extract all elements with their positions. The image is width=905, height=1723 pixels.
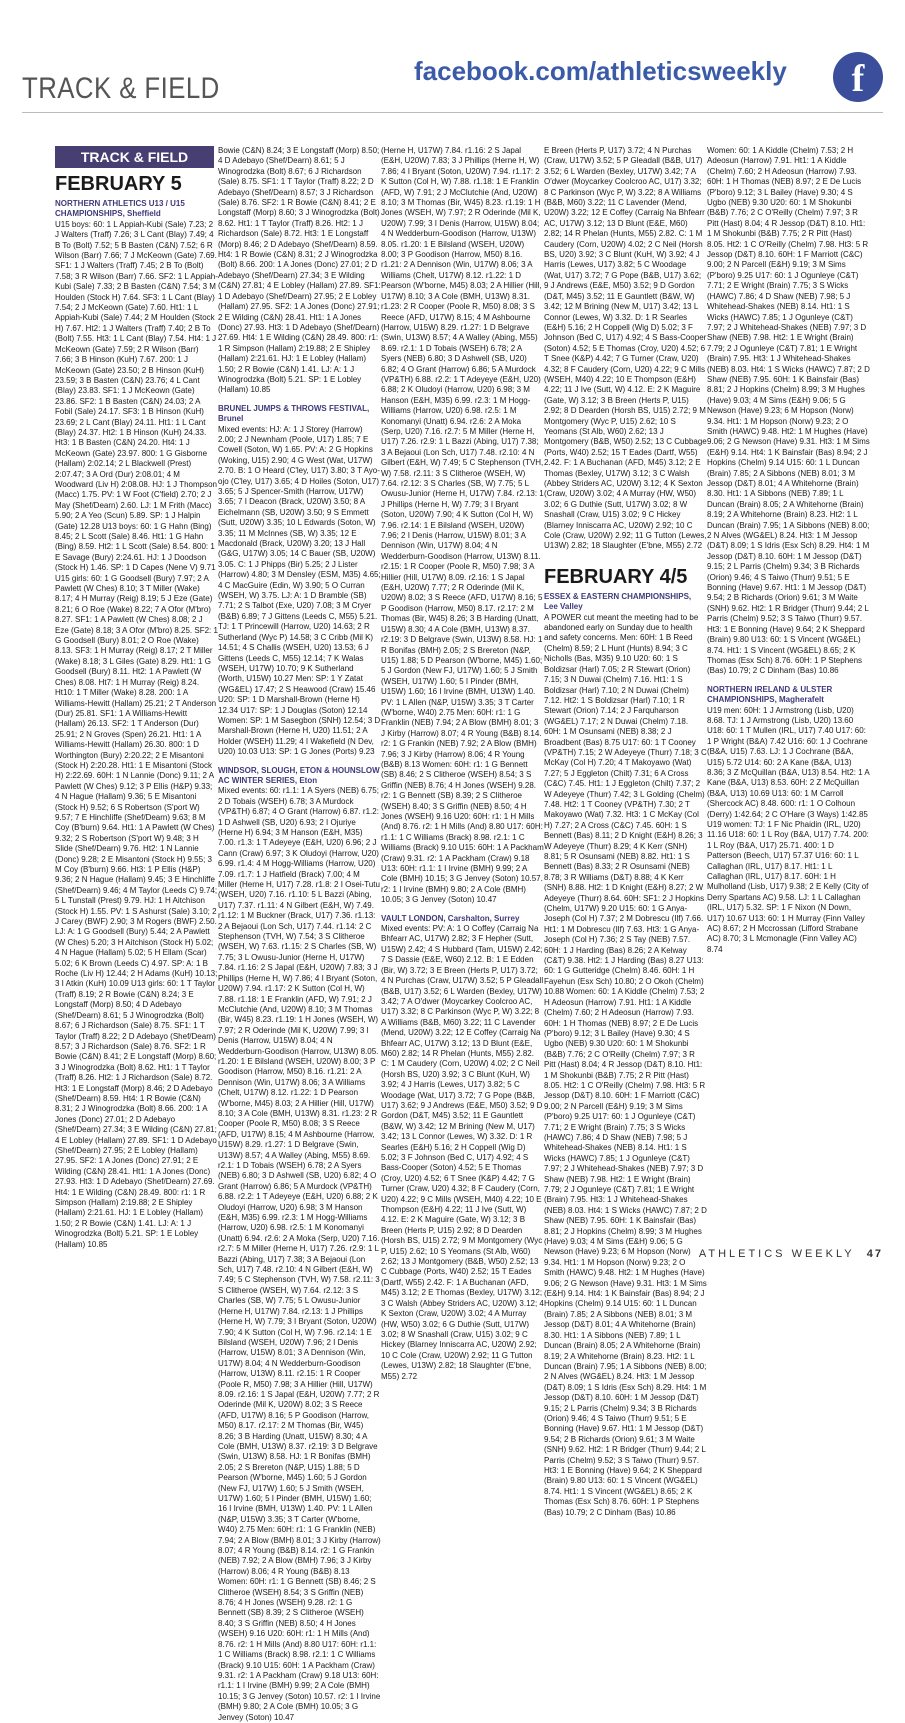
section-banner: TRACK & FIELD (55, 146, 214, 168)
facebook-icon[interactable] (833, 52, 883, 102)
event-title-vault: VAULT LONDON, Carshalton, Surrey (381, 913, 520, 923)
footer-page-number: 47 (866, 1248, 883, 1260)
event-title-ni: NORTHERN IRELAND & ULSTER CHAMPIONSHIPS, Magherafelt (707, 684, 833, 705)
column-5 (707, 146, 870, 1231)
event-title-northern: NORTHERN ATHLETICS U13 / U15 CHAMPIONSHIPS, Sheffield (55, 199, 185, 219)
date-heading-feb45: FEBRUARY 4/5 (544, 565, 688, 588)
event-title-brunel: BRUNEL JUMPS & THROWS FESTIVAL, Brunel (218, 403, 370, 424)
column-2 (218, 146, 381, 1722)
event-results-windsor: Mixed events: 60: r1.1: 1 A Syers (NEB) 6.75; 2 D Tobais (WSEH) 6.78; 3 A Murdock (VP&TH) 6.87; 4 O Grant (Harrow) 6.87. r1.2: 1 D Ashwell (SB, U20) 6.93; 2 I Ojuriye (Herne H) 6.94; 3 M Hanson (E&H, M35) 7.00. r1.3: 1 T Adeyeye (E&H, U20) 6.96; 2 J Cann (Craw) 6.97; 3 K Oludoyi (Harrow, U20) 6.99. r1.4: 4 M Hogg-Williams (Harrow, U20) 7.09. r1.7: 1 J Hatfield (Brack) 7.00; 4 M Miller (Herne H, U17) 7.28. r1.8: 2 I Osei-Tutu (WSEH, U20) 7.16. r1.10: 5 L Bazzi (Abing, U17) 7.37. r1.11: 4 N Gilbert (E&H, W) 7.49. r1.12: 1 M Buckner (Brack, U17) 7.36. r1.13: 2 A Bejaoui (Lon Sch, U17) 7.44. r1.14: 2 C Stephenson (TVH, W) 7.54; 3 S Clitheroe (WSEH, W) 7.63. r1.15: 2 S Charles (SB, W) 7.75; 3 L Owusu-Junior (Herne H, U17W) 7.84. r1.16: 2 S Japal (E&H, U20W) 7.83; 3 J Phillips (Herne H, W) 7.86; 4 I Bryant (Soton, U20W) 7.94. r1.17: 2 K Sutton (Col H, W) 7.88. r1.18: 1 E Franklin (AFD, W) 7.91; 2 J McClutchie (And, U20W) 8.10; 3 M Thomas (Bir, W45) 8.23. r1.19: 1 H Jones (WSEH, W) 7.97; 2 R Oderinde (Mil K, U20W) 7.99; 3 I Denis (Harrow, U15W) 8.04; 4 N Wedderburn-Goodison (Harrow, U13W) 8.05. r1.20: 1 E Bilsland (WSEH, U20W) 8.00; 3 P Goodison (Harrow, M50) 8.16. r1.21: 2 A Dennison (Win, U17W) 8.06; 3 A Williams (Chelt, U17W) 8.12. r1.22: 1 D Pearson (W'borne, M45) 8.03; 2 A Hillier (Hill, U17W) 8.10; 3 A Cole (BMH, U13W) 8.31. r1.23: 2 R Cooper (Poole R, M50) 8.08; 3 S Reece (AFD, U17W) 8.15; 4 M Ashbourne (Harrow, U15W) 8.29. r1.27: 1 D Belgrave (Swin, U13W) 8.57; 4 A Walley (Abing, M55) 8.69. r2.1: 1 D Tobais (WSEH) 6.78; 2 A Syers (NEB) 6.80; 3 D Ashwell (SB, U20) 6.82; 4 O Grant (Harrow) 6.86; 5 A Murdock (VP&TH) 6.88. r2.2: 1 T Adeyeye (E&H, U20) 6.88; 2 K Oludoyi (Harrow, U20) 6.98; 3 M Hanson (E&H, M35) 6.99. r2.3: 1 M Hogg-Williams (Harrow, U20) 6.98. r2.5: 1 M Konomanyi (Unatt) 6.94. r2.6: 2 A Moka (Serp, U20) 7.16. r2.7: 5 M Miller (Herne H, U17) 7.26. r2.9: 1 L Bazzi (Abing, U17) 7.38; 3 A Bejaoui (Lon Sch, U17) 7.48. r2.10: 4 N Gilbert (E&H, W) 7.49; 5 C Stephenson (TVH, W) 7.58. r2.11: 3 S Clitheroe (WSEH, W) 7.64. r2.12: 3 S Charles (SB, W) 7.75; 5 L Owusu-Junior (Herne H, U17W) 7.84. r2.13: 1 J Phillips (Herne H, W) 7.79; 3 I Bryant (Soton, U20W) 7.90; 4 K Sutton (Col H, W) 7.96. r2.14: 1 E Bilsland (WSEH, U20W) 7.96; 2 I Denis (Harrow, U15W) 8.01; 3 A Dennison (Win, U17W) 8.04; 4 N Wedderburn-Goodison (Harrow, U13W) 8.11. r2.15: 1 R Cooper (Poole R, M50) 7.98; 3 A Hillier (Hill, U17W) 8.09. r2.16: 1 S Japal (E&H, U20W) 7.77; 2 R Oderinde (Mil K, U20W) 8.02; 3 S Reece (AFD, U17W) 8.16; 5 P Goodison (Harrow, M50) 8.17. r2.17: 2 M Thomas (Bir, W45) 8.26; 3 B Harding (Unatt, U15W) 8.30; 4 A Cole (BMH, U13W) 8.37. r2.19: 3 D Belgrave (Swin, U13W) 8.58. HJ: 1 R Bonifas (BMH) 2.05; 2 S Brereton (N&P, U15) 1.88; 5 D Pearson (W'borne, M45) 1.60; 5 J Gordon (New FJ, U17W) 1.60; 5 J Smith (WSEH, U17W) 1.60; 5 I Pinder (BMH, U15W) 1.60; 16 I Irvine (BMH, U13W) 1.40. PV: 1 L Allen (N&P, U15W) 3.35; 3 T Carter (W'borne, W40) 2.75 Men: 60H: r1: 1 G Franklin (NEB) 7.94; 2 A Blow (BMH) 8.01; 3 J Kirby (Harrow) 8.07; 4 R Young (B&B) 8.14. r2: 1 G Frankin (NEB) 7.92; 2 A Blow (BMH) 7.96; 3 J Kirby (Harrow) 8.06; 4 R Young (B&B) 8.13 Women: 60H: r1: 1 G Bennett (SB) 8.46; 2 S Clitheroe (WSEH) 8.54; 3 S Griffin (NEB) 8.76; 4 H Jones (WSEH) 9.28. r2: 1 G Bennett (SB) 8.39; 2 S Clitheroe (WSEH) 8.40; 3 S Griffin (NEB) 8.50; 4 H Jones (WSEH) 9.16 U20: 60H: r1: 1 H Mills (And) 8.76. r2: 1 H Mills (And) 8.80 U17: 60H: r1.1: 1 C Williams (Brack) 8.98. r2.1: 1 C Williams (Brack) 9.10 U15: 60H: 1 A Packham (Craw) 9.31. r2: 1 A Packham (Craw) 9.18 U13: 60H: r1.1: 1 I Irvine (BMH) 9.99; 2 A Cole (BMH) 10.15; 3 G Jenvey (Soton) 10.57. r2: 1 I Irvine (BMH) 9.80; 2 A Cole (BMH) 10.05; 3 G Jenvey (Soton) 10.47 (218, 786, 381, 1722)
column-3 (381, 146, 544, 1381)
page-footer (699, 1248, 883, 1260)
section-title: TRACK & FIELD (22, 72, 220, 105)
event-results-vault-cont: E Breen (Herts P, U17) 3.72; 4 N Purchas (Craw, U17W) 3.52; 5 P Gleadall (B&B, U17) 3.52; 6 L Warden (Bexley, U17W) 3.42; 7 A O'dwer (Moycarkey Coolcroo AC, U17) 3.32; 8 C Parkinson (Wyc P, W) 3.22; 8 A Williams (B&B, M60) 3.22; 11 C Lavender (Mend, U20W) 3.22; 12 E Coffey (Carraig Na Bhfearr AC, U17W) 3.12; 13 D Blunt (E&E, M60) 2.82; 14 R Phelan (Hunts, M55) 2.82. C: 1 M Caudery (Corn, U20W) 4.02; 2 C Neil (Horsh BS, U20) 3.92; 3 C Blunt (KuH, W) 3.92; 4 J Harris (Lewes, U17) 3.82; 5 C Woodage (Wat, U17) 3.72; 7 G Pope (B&B, U17) 3.62; 9 J Andrews (E&E, M50) 3.52; 9 D Gordon (D&T, M45) 3.52; 11 E Gauntlett (B&W, W) 3.42; 12 M Brining (New M, U17) 3.42; 13 L Connor (Lewes, W) 3.32. D: 1 R Searles (E&H) 5.16; 2 H Coppell (Wig D) 5.02; 3 F Johnson (Bed C, U17) 4.92; 4 S Bass-Cooper (Soton) 4.52; 5 E Thomas (Croy, U20) 4.52; 6 T Snee (K&P) 4.42; 7 G Turner (Craw, U20) 4.32; 8 F Caudery (Corn, U20) 4.22; 9 C Mills (WSEH, M40) 4.22; 10 E Thompson (E&H) 4.22; 11 J Ive (Sutt, W) 4.12. E: 2 K Maguire (Gate, W) 3.12; 3 B Breen (Herts P, U15) 2.92; 8 D Dearden (Horsh BS, U15) 2.72; 9 M Montgomery (Wyc P, U15) 2.62; 10 S Yeomans (St Alb, W60) 2.62; 13 J Montgomery (B&B, W50) 2.52; 13 C Cubbage (Ports, W40) 2.52; 15 T Eades (Dartf, W55) 2.42. F: 1 A Buchanan (AFD, M45) 3.12; 2 E Thomas (Bexley, U17W) 3.12; 3 C Walsh (Abbey Striders AC, U20W) 3.12; 4 K Sexton (Craw, U20W) 3.02; 4 A Murray (HW, W50) 3.02; 6 G Duthie (Sutt, U17W) 3.02; 8 W Snashall (Craw, U15) 3.02; 9 C Hickey (Blarney Inniscarra AC, U20W) 2.92; 10 C Cole (Craw, U20W) 2.92; 11 G Tutton (Lewes, U13W) 2.82; 18 Slaughter (E'bne, M55) 2.72 (544, 146, 707, 551)
event-title-essex: ESSEX & EASTERN CHAMPIONSHIPS, Lee Valley (544, 591, 692, 612)
column-1 (55, 146, 218, 1249)
facebook-letter: f (851, 58, 865, 100)
event-results-essex: A POWER cut meant the meeting had to be abandoned early on Sunday due to health and safety concerns. Men: 60H: 1 B Reed (Chelm) 8.59; 2 L Hunt (Hunts) 8.94; 3 C Nicholls (Bas, M35) 9.10 U20: 60: 1 S Boldizsar (Harl) 7.05; 2 R Stewart (Orion) 7.15; 3 N Duwai (Chelm) 7.16. Ht1: 1 S Boldizsar (Harl) 7.10; 2 N Duwai (Chelm) 7.12. Ht2: 1 S Boldizsar (Harl) 7.10; 1 R Stewart (Orion) 7.14; 2 J Farquharson (WG&EL) 7.17; 2 N Duwai (Chelm) 7.18. 60H: 1 M Osunsami (NEB) 8.38; 2 J Broadbent (Bas) 8.75 U17: 60: 1 T Cooney (VP&TH) 7.15; 2 W Adeyeye (Thurr) 7.18; 3 C McKay (Col H) 7.20; 4 T Makoyawo (Wat) 7.27; 5 J Eggleton (Chilt) 7.31; 6 A Cross (C&C) 7.45. Ht1: 1 J Eggleton (Chilt) 7.37; 2 W Adeyeye (Thurr) 7.42; 3 L Golding (Chelm) 7.48. Ht2: 1 T Cooney (VP&TH) 7.30; 2 T Makoyawo (Wat) 7.32. Ht3: 1 C McKay (Col H) 7.27; 2 A Cross (C&C) 7.45. 60H: 1 S Bennett (Bas) 8.11; 2 D Knight (E&H) 8.26; 3 W Adeyeye (Thurr) 8.29; 4 K Kerr (SNH) 8.81; 5 R Osunsami (NEB) 8.82. Ht1: 1 S Bennett (Bas) 8.33; 2 R Osunsami (NEB) 8.78; 3 R Williams (D&T) 8.88; 4 K Kerr (SNH) 8.88. Ht2: 1 D Knight (E&H) 8.27; 2 W Adeyeye (Thurr) 8.64. 60H: SF1: 2 J Hopkins (Chelm, U17W) 9.20 U15: 60: 1 G Anya-Joseph (Col H) 7.37; 2 M Dobrescu (Ilf) 7.66. Ht1: 1 M Dobrescu (Ilf) 7.63. Ht3: 1 G Anya-Joseph (Col H) 7.36; 2 S Tay (NEB) 7.57. 60H: 1 J Harding (Bas) 8.26; 2 A Kelway (C&T) 9.38. Ht2: 1 J Harding (Bas) 8.27 U13: 60: 1 G Gutteridge (Chelm) 8.46. 60H: 1 H Fayehun (Esx Sch) 10.80; 2 O Okoh (Chelm) 10.88 Women: 60: 1 A Kiddle (Chelm) 7.53; 2 H Adeosun (Harrow) 7.91. Ht1: 1 A Kiddle (Chelm) 7.60; 2 H Adeosun (Harrow) 7.93. 60H: 1 H Thomas (NEB) 8.97; 2 E De Lucis (P'boro) 9.12; 3 L Bailey (Have) 9.30; 4 S Ugbo (NEB) 9.30 U20: 60: 1 M Shokunbi (B&B) 7.76; 2 C O'Reilly (Chelm) 7.97; 3 R Pitt (Hast) 8.04; 4 R Jessop (D&T) 8.10. Ht1: 1 M Shokunbi (B&B) 7.75; 2 R Pitt (Hast) 8.05. Ht2: 1 C O'Reilly (Chelm) 7.98. Ht3: 5 R Jessop (D&T) 8.10. 60H: 1 F Marriott (C&C) 9.00; 2 N Parcell (E&H) 9.19; 3 M Sims (P'boro) 9.25 U17: 60: 1 J Ogunleye (C&T) 7.71; 2 E Wright (Brain) 7.75; 3 S Wicks (HAWC) 7.86; 4 D Shaw (NEB) 7.98; 5 J Whitehead-Shakes (NEB) 8.14. Ht1: 1 S Wicks (HAWC) 7.85; 1 J Ogunleye (C&T) 7.97; 2 J Whitehead-Shakes (NEB) 7.97; 3 D Shaw (NEB) 7.98. Ht2: 1 E Wright (Brain) 7.79; 2 J Ogunleye (C&T) 7.81; 1 E Wright (Brain) 7.95. Ht3: 1 J Whitehead-Shakes (NEB) 8.03. Ht4: 1 S Wicks (HAWC) 7.87; 2 D Shaw (NEB) 7.95. 60H: 1 K Bainsfair (Bas) 8.81; 2 J Hopkins (Chelm) 8.99; 3 M Hughes (Have) 9.03; 4 M Sims (E&H) 9.06; 5 G Newson (Have) 9.23; 6 M Hopson (Norw) 9.34. Ht1: 1 M Hopson (Norw) 9.23; 2 O Smith (HAWC) 9.48. Ht2: 1 M Hughes (Have) 9.06; 2 G Newson (Have) 9.31. Ht3: 1 M Sims (E&H) 9.14. Ht4: 1 K Bainsfair (Bas) 8.94; 2 J Hopkins (Chelm) 9.14 U15: 60: 1 L Duncan (Brain) 7.85; 2 A Sibbons (NEB) 8.01; 3 M Jessop (D&T) 8.01; 4 A Whitehorne (Brain) 8.30. Ht1: 1 A Sibbons (NEB) 7.89; 1 L Duncan (Brain) 8.05; 2 A Whitehorne (Brain) 8.19; 2 A Whitehorne (Brain) 8.23. Ht2: 1 L Duncan (Brain) 7.95; 1 A Sibbons (NEB) 8.00; 2 N Alves (WG&EL) 8.24. Ht3: 1 M Jessop (D&T) 8.09; 1 S Idris (Esx Sch) 8.29. Ht4: 1 M Jessop (D&T) 8.10. 60H: 1 M Jessop (D&T) 9.15; 2 L Parris (Chelm) 9.34; 3 B Richards (Orion) 9.46; 4 S Taiwo (Thurr) 9.51; 5 E Bonning (Have) 9.67. Ht1: 1 M Jessop (D&T) 9.54; 2 B Richards (Orion) 9.61; 3 M Waite (SNH) 9.62. Ht2: 1 R Bridger (Thurr) 9.44; 2 L Parris (Chelm) 9.52; 3 S Taiwo (Thurr) 9.57. Ht3: 1 E Bonning (Have) 9.64; 2 K Sheppard (Brain) 9.80 U13: 60: 1 S Vincent (WG&EL) 8.74. Ht1: 1 S Vincent (WG&EL) 8.65; 2 K Thomas (Esx Sch) 8.76. 60H: 1 P Stephens (Bas) 10.79; 2 C Dinham (Bas) 10.86 (544, 612, 707, 1517)
event-results-ni: U19 men: 60H: 1 J Armstrong (Lisb, U20) 8.68. TJ: 1 J Armstrong (Lisb, U20) 13.60 U18: 60: 1 T Mullen (IRL, U17) 7.40 U17: 60: 1 P Wright (B&A) 7.42 U16: 60: 1 J Cochrane (B&A, U15) 7.63. LJ: 1 J Cochrane (B&A, U15) 5.72 U14: 60: 2 A Kane (B&A, U13) 8.36; 3 Z McQuillan (B&A, U13) 8.54. Ht2: 1 A Kane (B&A, U13) 8.53. 60H: 2 Z McQuillan (B&A, U13) 10.69 U13: 60: 1 M Carroll (Shercock AC) 8.48. 600: r1: 1 O Colhoun (Derry) 1:42.64; 2 C O'Hare (3 Ways) 1:42.85 U19 women: TJ: 1 F Nic Phaidin (IRL, U20) 11.16 U18: 60: 1 L Roy (B&A, U17) 7.74. 200: 1 L Roy (B&A, U17) 25.71. 400: 1 D Patterson (Beech, U17) 57.37 U16: 60: 1 L Callaghan (IRL, U17) 8.17. Ht1: 1 L Callaghan (IRL, U17) 8.17. 60H: 1 H Mulholland (Lisb, U17) 9.38; 2 E Kelly (City of Derry Spartans AC) 9.58. LJ: 1 L Callaghan (IRL, U17) 5.32. SP: 1 F Nixon (N Down, U17) 10.67 U13: 60: 1 H Murray (Finn Valley AC) 8.67; 2 H Mccrossan (Lifford Strabane AC) 8.70; 3 L Mcmonagle (Finn Valley AC) 8.74 (707, 705, 870, 954)
event-results-brunel: Mixed events: HJ: A: 1 J Storey (Harrow) 2.00; 2 J Newnham (Poole, U17) 1.85; 7 E Cowell (Soton, W) 1.65. PV: A: 2 G Hopkins (Woking, U15) 2.90; 4 G West (Wat, U17W) 2.70. B: 1 O Heard (C'ley, U17) 3.80; 3 T Ayo-ojo (C'ley, U17) 3.65; 4 D Hoiles (Soton, U17) 3.65; 5 J Spencer-Smith (Harrow, U17W) 3.65; 7 I Deacon (Brack, U20W) 3.50; 8 A Eichelmann (SB, U20W) 3.50; 9 S Emmett (Sutt, U20W) 3.35; 10 L Edwards (Soton, W) 3.35; 11 M McInnes (SB, W) 3.35; 12 E Macdonald (Brack, U20W) 3.20; 13 J Hall (G&G, U17W) 3.05; 14 C Bauer (SB, U20W) 3.05. C: 1 J Phipps (Bir) 5.25; 2 J Lister (Harrow) 4.80; 3 M Densley (ESM, M35) 4.65; 4 C MacGuire (Edin, W) 3.90; 5 O Curran (WSEH, W) 3.75. LJ: A: 1 D Bramble (SB) 7.71; 2 S Talbot (Exe, U20) 7.08; 3 M Cryer (B&B) 6.89; 7 J Gittens (Leeds C, M55) 5.21. TJ: 1 T Princewill (Harrow, U20) 14.63; 2 R Sutherland (Wyc P) 14.58; 3 C Cribb (Mil K) 14.51; 4 S Challis (WSEH, U20) 13.53; 6 J Gittens (Leeds C, M55) 12.14; 7 K Walas (WSEH, U17W) 10.70; 9 K Sutherland (Worth, U15W) 10.27 Men: SP: 1 Y Zatat (WG&EL) 17.47; 2 S Heawood (Craw) 15.46 U20: SP: 1 D Marshall-Brown (Herne H) 12.34 U17: SP: 1 J Douglas (Soton) 12.14 Women: SP: 1 M Sasegbon (SNH) 12.54; 3 D Marshall-Brown (Herne H, U20) 11.51; 2 A Holder (WSEH) 11.29; 4 I Wakefield (N Dev, U20) 10.03 U13: SP: 1 G Jones (Ports) 9.23 (218, 424, 381, 757)
event-results-windsor-cont: (Herne H, U17W) 7.84. r1.16: 2 S Japal (E&H, U20W) 7.83; 3 J Phillips (Herne H, W) 7.86; 4 I Bryant (Soton, U20W) 7.94. r1.17: 2 K Sutton (Col H, W) 7.88. r1.18: 1 E Franklin (AFD, W) 7.91; 2 J McClutchie (And, U20W) 8.10; 3 M Thomas (Bir, W45) 8.23. r1.19: 1 H Jones (WSEH, W) 7.97; 2 R Oderinde (Mil K, U20W) 7.99; 3 I Denis (Harrow, U15W) 8.04; 4 N Wedderburn-Goodison (Harrow, U13W) 8.05. r1.20: 1 E Bilsland (WSEH, U20W) 8.00; 3 P Goodison (Harrow, M50) 8.16. r1.21: 2 A Dennison (Win, U17W) 8.06; 3 A Williams (Chelt, U17W) 8.12. r1.22: 1 D Pearson (W'borne, M45) 8.03; 2 A Hillier (Hill, U17W) 8.10; 3 A Cole (BMH, U13W) 8.31. r1.23: 2 R Cooper (Poole R, M50) 8.08; 3 S Reece (AFD, U17W) 8.15; 4 M Ashbourne (Harrow, U15W) 8.29. r1.27: 1 D Belgrave (Swin, U13W) 8.57; 4 A Walley (Abing, M55) 8.69. r2.1: 1 D Tobais (WSEH) 6.78; 2 A Syers (NEB) 6.80; 3 D Ashwell (SB, U20) 6.82; 4 O Grant (Harrow) 6.86; 5 A Murdock (VP&TH) 6.88. r2.2: 1 T Adeyeye (E&H, U20) 6.88; 2 K Oludoyi (Harrow, U20) 6.98; 3 M Hanson (E&H, M35) 6.99. r2.3: 1 M Hogg-Williams (Harrow, U20) 6.98. r2.5: 1 M Konomanyi (Unatt) 6.94. r2.6: 2 A Moka (Serp, U20) 7.16. r2.7: 5 M Miller (Herne H, U17) 7.26. r2.9: 1 L Bazzi (Abing, U17) 7.38; 3 A Bejaoui (Lon Sch, U17) 7.48. r2.10: 4 N Gilbert (E&H, W) 7.49; 5 C Stephenson (TVH, W) 7.58. r2.11: 3 S Clitheroe (WSEH, W) 7.64. r2.12: 3 S Charles (SB, W) 7.75; 5 L Owusu-Junior (Herne H, U17W) 7.84. r2.13: 1 J Phillips (Herne H, W) 7.79; 3 I Bryant (Soton, U20W) 7.90; 4 K Sutton (Col H, W) 7.96. r2.14: 1 E Bilsland (WSEH, U20W) 7.96; 2 I Denis (Harrow, U15W) 8.01; 3 A Dennison (Win, U17W) 8.04; 4 N Wedderburn-Goodison (Harrow, U13W) 8.11. r2.15: 1 R Cooper (Poole R, M50) 7.98; 3 A Hillier (Hill, U17W) 8.09. r2.16: 1 S Japal (E&H, U20W) 7.77; 2 R Oderinde (Mil K, U20W) 8.02; 3 S Reece (AFD, U17W) 8.16; 5 P Goodison (Harrow, M50) 8.17. r2.17: 2 M Thomas (Bir, W45) 8.26; 3 B Harding (Unatt, U15W) 8.30; 4 A Cole (BMH, U13W) 8.37. r2.19: 3 D Belgrave (Swin, U13W) 8.58. HJ: 1 R Bonifas (BMH) 2.05; 2 S Brereton (N&P, U15) 1.88; 5 D Pearson (W'borne, M45) 1.60; 5 J Gordon (New FJ, U17W) 1.60; 5 J Smith (WSEH, U17W) 1.60; 5 I Pinder (BMH, U15W) 1.60; 16 I Irvine (BMH, U13W) 1.40. PV: 1 L Allen (N&P, U15W) 3.35; 3 T Carter (W'borne, W40) 2.75 Men: 60H: r1: 1 G Franklin (NEB) 7.94; 2 A Blow (BMH) 8.01; 3 J Kirby (Harrow) 8.07; 4 R Young (B&B) 8.14. r2: 1 G Frankin (NEB) 7.92; 2 A Blow (BMH) 7.96; 3 J Kirby (Harrow) 8.06; 4 R Young (B&B) 8.13 Women: 60H: r1: 1 G Bennett (SB) 8.46; 2 S Clitheroe (WSEH) 8.54; 3 S Griffin (NEB) 8.76; 4 H Jones (WSEH) 9.28. r2: 1 G Bennett (SB) 8.39; 2 S Clitheroe (WSEH) 8.40; 3 S Griffin (NEB) 8.50; 4 H Jones (WSEH) 9.16 U20: 60H: r1: 1 H Mills (And) 8.76. r2: 1 H Mills (And) 8.80 U17: 60H: r1.1: 1 C Williams (Brack) 8.98. r2.1: 1 C Williams (Brack) 9.10 U15: 60H: 1 A Packham (Craw) 9.31. r2: 1 A Packham (Craw) 9.18 U13: 60H: r1.1: 1 I Irvine (BMH) 9.99; 2 A Cole (BMH) 10.15; 3 G Jenvey (Soton) 10.57. r2: 1 I Irvine (BMH) 9.80; 2 A Cole (BMH) 10.05; 3 G Jenvey (Soton) 10.47 (381, 146, 544, 905)
event-results-northern: U15 boys: 60: 1 L Appiah-Kubi (Sale) 7.23; 2 J Walters (Traff) 7.26; 3 L Cant (Blay) 7.49; 4 B To (Bolt) 7.52; 5 B Basten (C&N) 7.52; 6 R Wilson (Barr) 7.66; 7 J McKeown (Gate) 7.69. SF1: 1 J Walters (Traff) 7.45; 2 B To (Bolt) 7.58; 3 R Wilson (Barr) 7.66. SF2: 1 L Appiah-Kubi (Sale) 7.33; 2 B Basten (C&N) 7.54; 3 M Houlden (Stock H) 7.64. SF3: 1 L Cant (Blay) 7.54; 2 J McKeown (Gate) 7.60. Ht1: 1 L Appiah-Kubi (Sale) 7.44; 2 M Houlden (Stock H) 7.67. Ht2: 1 J Walters (Traff) 7.40; 2 B To (Bolt) 7.55. Ht3: 1 L Cant (Blay) 7.54. Ht4: 1 J McKeown (Gate) 7.59; 2 R Wilson (Barr) 7.66; 3 B Hinson (KuH) 7.67. 200: 1 J McKeown (Gate) 23.50; 2 B Hinson (KuH) 23.59; 3 B Basten (C&N) 23.76; 4 L Cant (Blay) 23.83. SF1: 1 J McKeown (Gate) 23.86. SF2: 1 B Basten (C&N) 24.03; 2 A Fobil (Sale) 24.17. SF3: 1 B Hinson (KuH) 23.69; 2 L Cant (Blay) 24.11. Ht1: 1 L Cant (Blay) 24.37. Ht2: 1 B Hinson (KuH) 24.33. Ht3: 1 B Basten (C&N) 24.20. Ht4: 1 J McKeown (Gate) 23.97. 800: 1 G Gisborne (Hallam) 2:02.14; 2 L Blackwell (Prest) 2:07.47; 3 A Ord (Dur) 2:08.01; 4 M Woodward (Liv H) 2:08.08. HJ: 1 J Thompson (Macc) 1.75. PV: 1 W Foot (C'field) 2.70; 2 J May (Shef/Dearn) 2.60. LJ: 1 M Frith (Macc) 5.90; 2 A Yeo (Scun) 5.89. SP: 1 J Halpin (Gate) 12.28 U13 boys: 60: 1 G Hahn (Bing) 8.45; 2 L Scott (Sale) 8.46. Ht1: 1 G Hahn (Bing) 8.59. Ht2: 1 L Scott (Sale) 8.54. 800: 1 E Savage (Bury) 2:24.61. HJ: 1 J Doodson (Stock H) 1.46. SP: 1 D Capes (Nene V) 9.71 U15 girls: 60: 1 G Goodsell (Bury) 7.97; 2 A Pawlett (W Ches) 8.10; 3 T Miller (Wake) 8.17; 4 H Murray (Reig) 8.19; 5 J Eze (Gate) 8.21; 6 O Roe (Wake) 8.22; 7 A Ofor (M'bro) 8.27. SF1: 1 A Pawlett (W Ches) 8.08; 2 J Eze (Gate) 8.18; 3 A Ofor (M'bro) 8.25. SF2: 1 G Goodsell (Bury) 8.01; 2 O Roe (Wake) 8.13. SF3: 1 H Murray (Reig) 8.17; 2 T Miller (Wake) 8.18; 3 L Giles (Gate) 8.29. Ht1: 1 G Goodsell (Bury) 8.11. Ht2: 1 A Pawlett (W Ches) 8.08. Ht7: 1 H Murray (Reig) 8.24. Ht10: 1 T Miller (Wake) 8.28. 200: 1 A Williams-Hewitt (Hallam) 25.21; 2 T Anderson (Dur) 25.81. SF1: 1 A Williams-Hewitt (Hallam) 26.13. SF2: 1 T Anderson (Dur) 25.91; 2 N Groves (Spen) 26.21. Ht1: 1 A Williams-Hewitt (Hallam) 26.30. 800: 1 D Worthington (Bury) 2:20.22; 2 E Misantoni (Stock H) 2:20.28. Ht1: 1 E Misantoni (Stock H) 2:22.69. 60H: 1 N Lannie (Donc) 9.11; 2 A Pawlett (W Ches) 9.12; 3 P Ellis (H&P) 9.33; 4 N Hague (Hallam) 9.36; 5 E Misantoni (Stock H) 9.52; 6 S Robertson (S'port W) 9.57; 7 E Hinchliffe (Shef/Dearn) 9.63; 8 M Coy (B'burn) 9.64. Ht1: 1 A Pawlett (W Ches) 9.32; 2 S Robertson (S'port W) 9.48; 3 H Slide (Shef/Dearn) 9.76. Ht2: 1 N Lannie (Donc) 9.28; 2 E Misantoni (Stock H) 9.55; 3 M Coy (B'burn) 9.66. Ht3: 1 P Ellis (H&P) 9.36; 2 N Hague (Hallam) 9.45; 3 E Hinchliffe (Shef/Dearn) 9.46; 4 M Taylor (Leeds C) 9.74; 5 L Tunstall (Prest) 9.79. HJ: 1 H Aitchison (Stock H) 1.55. PV: 1 S Ashurst (Sale) 3.10; 2 J Carey (BWF) 2.90; 3 M Rogers (BWF) 2.50. LJ: A: 1 G Goodsell (Bury) 5.44; 2 A Pawlett (W Ches) 5.20; 3 H Aitchison (Stock H) 5.02; 4 N Hague (Hallam) 5.02; 5 H Ellam (Scar) 5.02; 6 K Brown (Leeds C) 4.97. SP: A: 1 B Roche (Liv H) 12.44; 2 H Adams (KuH) 10.13; 3 I Atkin (KuH) 10.09 U13 girls: 60: 1 T Taylor (Traff) 8.19; 2 R Bowie (C&N) 8.24; 3 E Longstaff (Morp) 8.50; 4 D Adebayo (Shef/Dearn) 8.61; 5 J Winogrodzka (Bolt) 8.67; 6 J Richardson (Sale) 8.75. SF1: 1 T Taylor (Traff) 8.22; 2 D Adebayo (Shef/Dearn) 8.57; 3 J Richardson (Sale) 8.76. SF2: 1 R Bowie (C&N) 8.41; 2 E Longstaff (Morp) 8.60; 3 J Winogrodzka (Bolt) 8.62. Ht1: 1 T Taylor (Traff) 8.26. Ht2: 1 J Richardson (Sale) 8.72. Ht3: 1 E Longstaff (Morp) 8.46; 2 D Adebayo (Shef/Dearn) 8.59. Ht4: 1 R Bowie (C&N) 8.31; 2 J Winogrodzka (Bolt) 8.66. 200: 1 A Jones (Donc) 27.01; 2 D Adebayo (Shef/Dearn) 27.34; 3 E Wilding (C&N) 27.81; 4 E Lobley (Hallam) 27.89. SF1: 1 D Adebayo (Shef/Dearn) 27.95; 2 E Lobley (Hallam) 27.95. SF2: 1 A Jones (Donc) 27.91; 2 E Wilding (C&N) 28.41. Ht1: 1 A Jones (Donc) 27.93. Ht3: 1 D Adebayo (Shef/Dearn) 27.69. Ht4: 1 E Wilding (C&N) 28.49. 800: r1: 1 R Simpson (Hallam) 2:19.88; 2 E Shipley (Hallam) 2:21.61. HJ: 1 E Lobley (Hallam) 1.50; 2 R Bowie (C&N) 1.41. LJ: A: 1 J Winogrodzka (Bolt) 5.21. SP: 1 E Lobley (Hallam) 10.85 (55, 219, 218, 1249)
facebook-url-link[interactable]: facebook.com/athleticsweekly (414, 56, 787, 86)
column-4 (544, 146, 707, 1517)
header-divider (22, 112, 883, 113)
event-title-windsor: WINDSOR, SLOUGH, ETON & HOUNSLOW AC WINTER SERIES, Eton (218, 765, 380, 785)
event-results-northern-cont: Bowie (C&N) 8.24; 3 E Longstaff (Morp) 8.50; 4 D Adebayo (Shef/Dearn) 8.61; 5 J Winogrodzka (Bolt) 8.67; 6 J Richardson (Sale) 8.75. SF1: 1 T Taylor (Traff) 8.22; 2 D Adebayo (Shef/Dearn) 8.57; 3 J Richardson (Sale) 8.76. SF2: 1 R Bowie (C&N) 8.41; 2 E Longstaff (Morp) 8.60; 3 J Winogrodzka (Bolt) 8.62. Ht1: 1 T Taylor (Traff) 8.26. Ht2: 1 J Richardson (Sale) 8.72. Ht3: 1 E Longstaff (Morp) 8.46; 2 D Adebayo (Shef/Dearn) 8.59. Ht4: 1 R Bowie (C&N) 8.31; 2 J Winogrodzka (Bolt) 8.66. 200: 1 A Jones (Donc) 27.01; 2 D Adebayo (Shef/Dearn) 27.34; 3 E Wilding (C&N) 27.81; 4 E Lobley (Hallam) 27.89. SF1: 1 D Adebayo (Shef/Dearn) 27.95; 2 E Lobley (Hallam) 27.95. SF2: 1 A Jones (Donc) 27.91; 2 E Wilding (C&N) 28.41. Ht1: 1 A Jones (Donc) 27.93. Ht3: 1 D Adebayo (Shef/Dearn) 27.69. Ht4: 1 E Wilding (C&N) 28.49. 800: r1: 1 R Simpson (Hallam) 2:19.88; 2 E Shipley (Hallam) 2:21.61. HJ: 1 E Lobley (Hallam) 1.50; 2 R Bowie (C&N) 1.41. LJ: A: 1 J Winogrodzka (Bolt) 5.21. SP: 1 E Lobley (Hallam) 10.85 (218, 146, 381, 395)
event-results-vault: Mixed events: PV: A: 1 O Coffey (Carraig Na Bhfearr AC, U17W) 2.82; 3 F Hepher (Sutt, U15W) 2.42; 4 S Hubbard (Tam, U15W) 2.42; 7 S Dassie (E&E, W60) 2.12. B: 1 E Edden (Bir, W) 3.72; 3 E Breen (Herts P, U17) 3.72; 4 N Purchas (Craw, U17W) 3.52; 5 P Gleadall (B&B, U17) 3.52; 6 L Warden (Bexley, U17W) 3.42; 7 A O'dwer (Moycarkey Coolcroo AC, U17) 3.32; 8 C Parkinson (Wyc P, W) 3.22; 8 A Williams (B&B, M60) 3.22; 11 C Lavender (Mend, U20W) 3.22; 12 E Coffey (Carraig Na Bhfearr AC, U17W) 3.12; 13 D Blunt (E&E, M60) 2.82; 14 R Phelan (Hunts, M55) 2.82. C: 1 M Caudery (Corn, U20W) 4.02; 2 C Neil (Horsh BS, U20) 3.92; 3 C Blunt (KuH, W) 3.92; 4 J Harris (Lewes, U17) 3.82; 5 C Woodage (Wat, U17) 3.72; 7 G Pope (B&B, U17) 3.62; 9 J Andrews (E&E, M50) 3.52; 9 D Gordon (D&T, M45) 3.52; 11 E Gauntlett (B&W, W) 3.42; 12 M Brining (New M, U17) 3.42; 13 L Connor (Lewes, W) 3.32. D: 1 R Searles (E&H) 5.16; 2 H Coppell (Wig D) 5.02; 3 F Johnson (Bed C, U17) 4.92; 4 S Bass-Cooper (Soton) 4.52; 5 E Thomas (Croy, U20) 4.52; 6 T Snee (K&P) 4.42; 7 G Turner (Craw, U20) 4.32; 8 F Caudery (Corn, U20) 4.22; 9 C Mills (WSEH, M40) 4.22; 10 E Thompson (E&H) 4.22; 11 J Ive (Sutt, W) 4.12. E: 2 K Maguire (Gate, W) 3.12; 3 B Breen (Herts P, U15) 2.92; 8 D Dearden (Horsh BS, U15) 2.72; 9 M Montgomery (Wyc P, U15) 2.62; 10 S Yeomans (St Alb, W60) 2.62; 13 J Montgomery (B&B, W50) 2.52; 13 C Cubbage (Ports, W40) 2.52; 15 T Eades (Dartf, W55) 2.42. F: 1 A Buchanan (AFD, M45) 3.12; 2 E Thomas (Bexley, U17W) 3.12; 3 C Walsh (Abbey Striders AC, U20W) 3.12; 4 K Sexton (Craw, U20W) 3.02; 4 A Murray (HW, W50) 3.02; 6 G Duthie (Sutt, U17W) 3.02; 8 W Snashall (Craw, U15) 3.02; 9 C Hickey (Blarney Inniscarra AC, U20W) 2.92; 10 C Cole (Craw, U20W) 2.92; 11 G Tutton (Lewes, U13W) 2.82; 18 Slaughter (E'bne, M55) 2.72 (381, 924, 544, 1381)
event-results-essex-cont: Women: 60: 1 A Kiddle (Chelm) 7.53; 2 H Adeosun (Harrow) 7.91. Ht1: 1 A Kiddle (Chelm) 7.60; 2 H Adeosun (Harrow) 7.93. 60H: 1 H Thomas (NEB) 8.97; 2 E De Lucis (P'boro) 9.12; 3 L Bailey (Have) 9.30; 4 S Ugbo (NEB) 9.30 U20: 60: 1 M Shokunbi (B&B) 7.76; 2 C O'Reilly (Chelm) 7.97; 3 R Pitt (Hast) 8.04; 4 R Jessop (D&T) 8.10. Ht1: 1 M Shokunbi (B&B) 7.75; 2 R Pitt (Hast) 8.05. Ht2: 1 C O'Reilly (Chelm) 7.98. Ht3: 5 R Jessop (D&T) 8.10. 60H: 1 F Marriott (C&C) 9.00; 2 N Parcell (E&H) 9.19; 3 M Sims (P'boro) 9.25 U17: 60: 1 J Ogunleye (C&T) 7.71; 2 E Wright (Brain) 7.75; 3 S Wicks (HAWC) 7.86; 4 D Shaw (NEB) 7.98; 5 J Whitehead-Shakes (NEB) 8.14. Ht1: 1 S Wicks (HAWC) 7.85; 1 J Ogunleye (C&T) 7.97; 2 J Whitehead-Shakes (NEB) 7.97; 3 D Shaw (NEB) 7.98. Ht2: 1 E Wright (Brain) 7.79; 2 J Ogunleye (C&T) 7.81; 1 E Wright (Brain) 7.95. Ht3: 1 J Whitehead-Shakes (NEB) 8.03. Ht4: 1 S Wicks (HAWC) 7.87; 2 D Shaw (NEB) 7.95. 60H: 1 K Bainsfair (Bas) 8.81; 2 J Hopkins (Chelm) 8.99; 3 M Hughes (Have) 9.03; 4 M Sims (E&H) 9.06; 5 G Newson (Have) 9.23; 6 M Hopson (Norw) 9.34. Ht1: 1 M Hopson (Norw) 9.23; 2 O Smith (HAWC) 9.48. Ht2: 1 M Hughes (Have) 9.06; 2 G Newson (Have) 9.31. Ht3: 1 M Sims (E&H) 9.14. Ht4: 1 K Bainsfair (Bas) 8.94; 2 J Hopkins (Chelm) 9.14 U15: 60: 1 L Duncan (Brain) 7.85; 2 A Sibbons (NEB) 8.01; 3 M Jessop (D&T) 8.01; 4 A Whitehorne (Brain) 8.30. Ht1: 1 A Sibbons (NEB) 7.89; 1 L Duncan (Brain) 8.05; 2 A Whitehorne (Brain) 8.19; 2 A Whitehorne (Brain) 8.23. Ht2: 1 L Duncan (Brain) 7.95; 1 A Sibbons (NEB) 8.00; 2 N Alves (WG&EL) 8.24. Ht3: 1 M Jessop (D&T) 8.09; 1 S Idris (Esx Sch) 8.29. Ht4: 1 M Jessop (D&T) 8.10. 60H: 1 M Jessop (D&T) 9.15; 2 L Parris (Chelm) 9.34; 3 B Richards (Orion) 9.46; 4 S Taiwo (Thurr) 9.51; 5 E Bonning (Have) 9.67. Ht1: 1 M Jessop (D&T) 9.54; 2 B Richards (Orion) 9.61; 3 M Waite (SNH) 9.62. Ht2: 1 R Bridger (Thurr) 9.44; 2 L Parris (Chelm) 9.52; 3 S Taiwo (Thurr) 9.57. Ht3: 1 E Bonning (Have) 9.64; 2 K Sheppard (Brain) 9.80 U13: 60: 1 S Vincent (WG&EL) 8.74. Ht1: 1 S Vincent (WG&EL) 8.65; 2 K Thomas (Esx Sch) 8.76. 60H: 1 P Stephens (Bas) 10.79; 2 C Dinham (Bas) 10.86 (707, 146, 870, 676)
footer-magazine-name: ATHLETICS WEEKLY (698, 1248, 855, 1260)
date-heading-feb5: FEBRUARY 5 (55, 173, 182, 195)
